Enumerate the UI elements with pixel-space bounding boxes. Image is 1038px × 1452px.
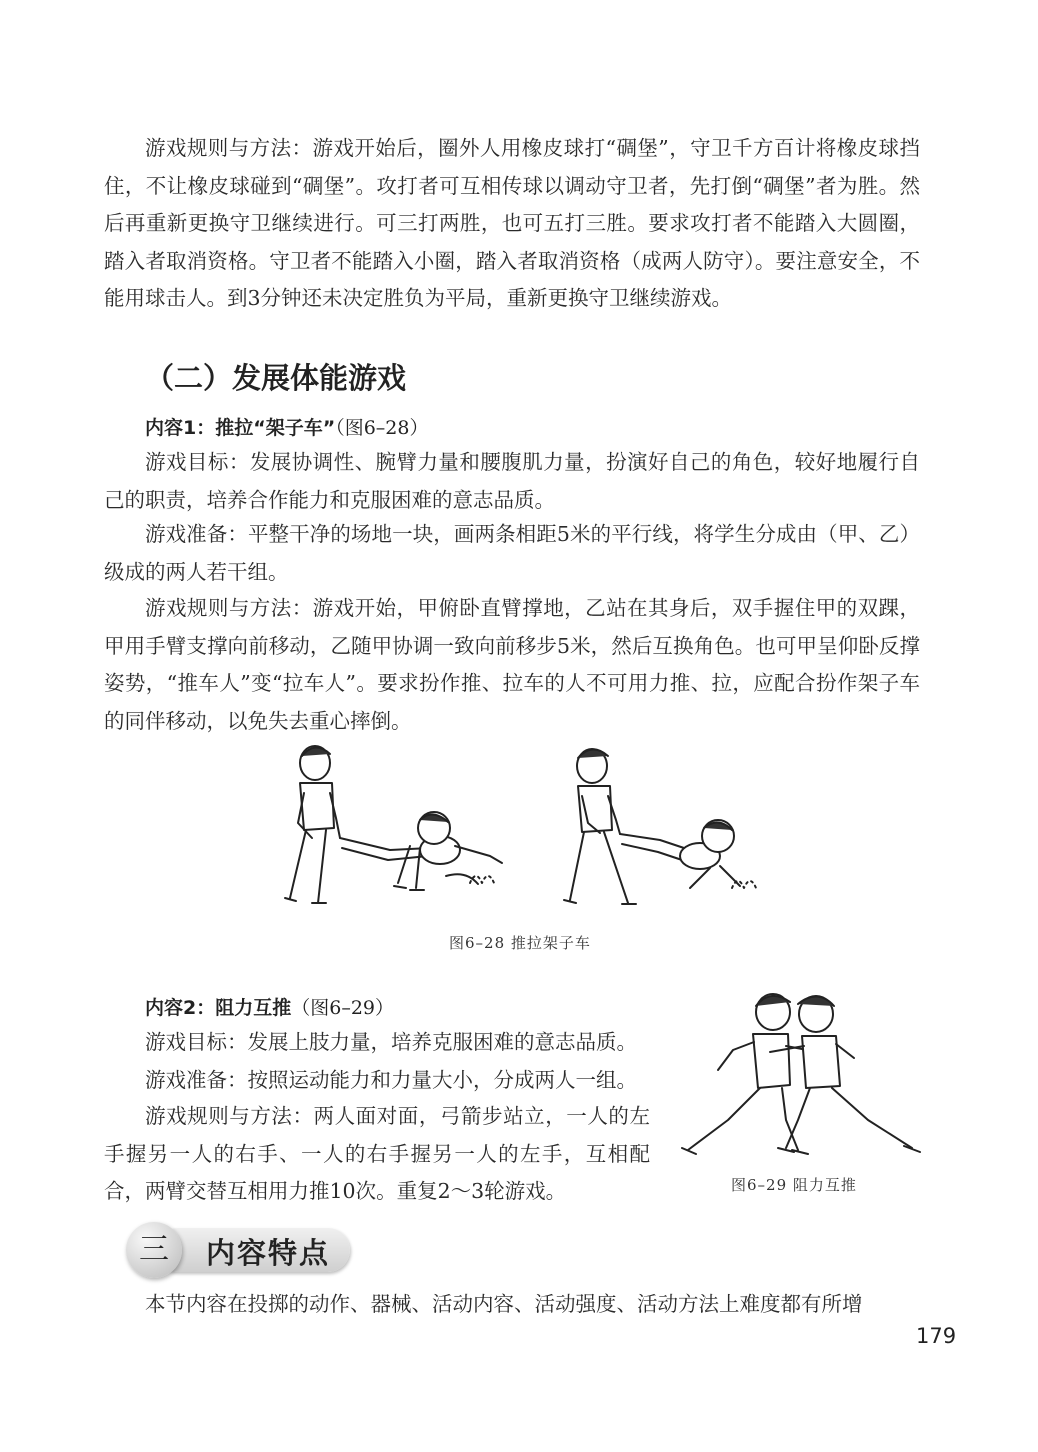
content1-rules: 游戏规则与方法：游戏开始，甲俯卧直臂撑地，乙站在其身后，双手握住甲的双踝，甲用手臂支撑向前移动，乙随甲协调一致向前移步5米，然后互换角色。也可甲呈仰卧反撑姿势，“推车人”变“拉车人”。要求扮作推、拉车的人不可用力推、拉，应配合扮作架子车的同伴移动，以免失去重心摔倒。 xyxy=(104,596,920,733)
content2-figure-ref: （图6–29） xyxy=(291,997,394,1019)
page-number: 179 xyxy=(916,1324,957,1348)
figure-caption-6-28: 图6–28 推拉架子车 xyxy=(449,934,591,952)
section-3-number: 三 xyxy=(126,1222,182,1278)
content2-prep: 游戏准备：按照运动能力和力量大小，分成两人一组。 xyxy=(145,1068,637,1092)
content1-figure-ref: （图6–28） xyxy=(335,417,429,439)
content1-goal: 游戏目标：发展协调性、腕臂力量和腰腹肌力量，扮演好自己的角色，较好地履行自己的职责，培养合作能力和克服困难的意志品质。 xyxy=(104,450,920,512)
figure-push-right-child xyxy=(770,996,920,1152)
section-3-heading xyxy=(126,1222,352,1278)
section-3-text: 本节内容在投掷的动作、器械、活动内容、活动强度、活动方法上难度都有所增 xyxy=(145,1292,863,1316)
figure-left-pusher xyxy=(285,746,340,903)
figure-push-left-child xyxy=(682,994,818,1154)
content1-heading xyxy=(145,413,428,440)
figure-push-illustration xyxy=(678,990,928,1170)
section-3-title: 内容特点 xyxy=(206,1236,331,1270)
figure-right-walker xyxy=(620,820,756,888)
figure-left-walker xyxy=(340,812,502,890)
figure-wheelbarrow-illustration xyxy=(270,738,780,918)
content2-label: 内容2：阻力互推 xyxy=(145,997,292,1019)
content1-label: 内容1：推拉“架子车” xyxy=(145,417,336,439)
content2-goal: 游戏目标：发展上肢力量，培养克服困难的意志品质。 xyxy=(145,1030,637,1054)
figure-right-pusher xyxy=(564,749,636,904)
figure-caption-6-29: 图6–29 阻力互推 xyxy=(731,1176,857,1194)
content1-prep: 游戏准备：平整干净的场地一块，画两条相距5米的平行线，将学生分成由（甲、乙）级成的两人若干组。 xyxy=(104,522,920,584)
section-heading-fitness-games: （二）发展体能游戏 xyxy=(145,361,407,395)
paragraph-rules-fortress: 游戏规则与方法：游戏开始后，圈外人用橡皮球打“碉堡”，守卫千方百计将橡皮球挡住，不让橡皮球碰到“碉堡”。攻打者可互相传球以调动守卫者，先打倒“碉堡”者为胜。然后再重新更换守卫继续进行。可三打两胜，也可五打三胜。要求攻打者不能踏入大圆圈，踏入者取消资格。守卫者不能踏入小圈，踏入者取消资格（成两人防守）。要注意安全，不能用球击人。到3分钟还未决定胜负为平局，重新更换守卫继续游戏。 xyxy=(104,136,920,310)
content2-heading xyxy=(145,993,394,1020)
content2-rules: 游戏规则与方法：两人面对面，弓箭步站立，一人的左手握另一人的右手、一人的右手握另一人的左手，互相配合，两臂交替互相用力推10次。重复2～3轮游戏。 xyxy=(104,1104,650,1203)
